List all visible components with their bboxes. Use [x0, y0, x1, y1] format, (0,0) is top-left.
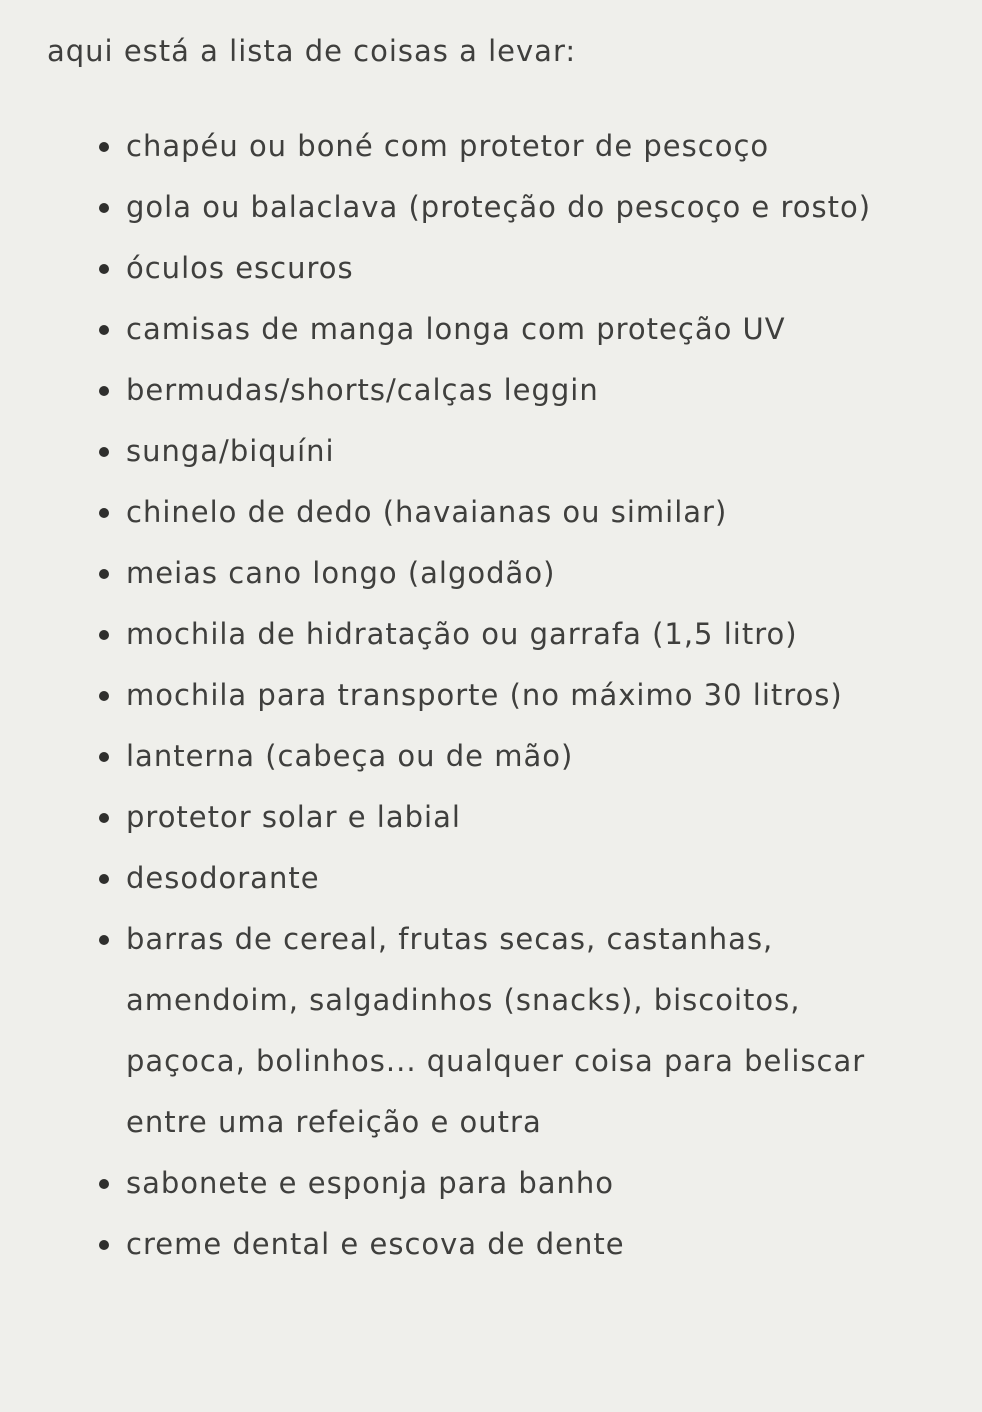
list-item: [47, 177, 982, 238]
list-item: [47, 299, 982, 360]
list-item-text: mochila para transporte (no máximo 30 litros): [126, 678, 843, 712]
list-item: [47, 665, 982, 726]
list-item: [47, 482, 982, 543]
list-item: [47, 909, 982, 1153]
list-item: [47, 238, 982, 299]
list-item: [47, 1214, 982, 1275]
list-item: [47, 787, 982, 848]
list-item-text: creme dental e escova de dente: [126, 1227, 625, 1261]
list-item: [47, 604, 982, 665]
list-item-text: mochila de hidratação ou garrafa (1,5 litro): [126, 617, 798, 651]
list-item-text: chinelo de dedo (havaianas ou similar): [126, 495, 728, 529]
list-item-text: bermudas/shorts/calças leggin: [126, 373, 599, 407]
list-item-text: protetor solar e labial: [126, 800, 461, 834]
list-item: [47, 726, 982, 787]
list-item-text: chapéu ou boné com protetor de pescoço: [126, 129, 770, 163]
list-item-text: desodorante: [126, 861, 320, 895]
list-item-text: barras de cereal, frutas secas, castanhas, amendoim, salgadinhos (snacks), biscoitos, paçoca, bolinhos... qualquer coisa para beliscar entre uma refeição e outra: [126, 922, 866, 1139]
packing-list: [47, 116, 982, 1275]
list-item-text: camisas de manga longa com proteção UV: [126, 312, 786, 346]
list-item-text: meias cano longo (algodão): [126, 556, 556, 590]
list-item: [47, 1153, 982, 1214]
intro-text: aqui está a lista de coisas a levar:: [47, 34, 577, 68]
list-item: [47, 848, 982, 909]
list-item: [47, 360, 982, 421]
list-item: [47, 543, 982, 604]
list-item: [47, 116, 982, 177]
list-item-text: sunga/biquíni: [126, 434, 335, 468]
list-item-text: lanterna (cabeça ou de mão): [126, 739, 574, 773]
list-item-text: gola ou balaclava (proteção do pescoço e rosto): [126, 190, 872, 224]
list-item: [47, 421, 982, 482]
list-item-text: óculos escuros: [126, 251, 354, 285]
list-item-text: sabonete e esponja para banho: [126, 1166, 615, 1200]
